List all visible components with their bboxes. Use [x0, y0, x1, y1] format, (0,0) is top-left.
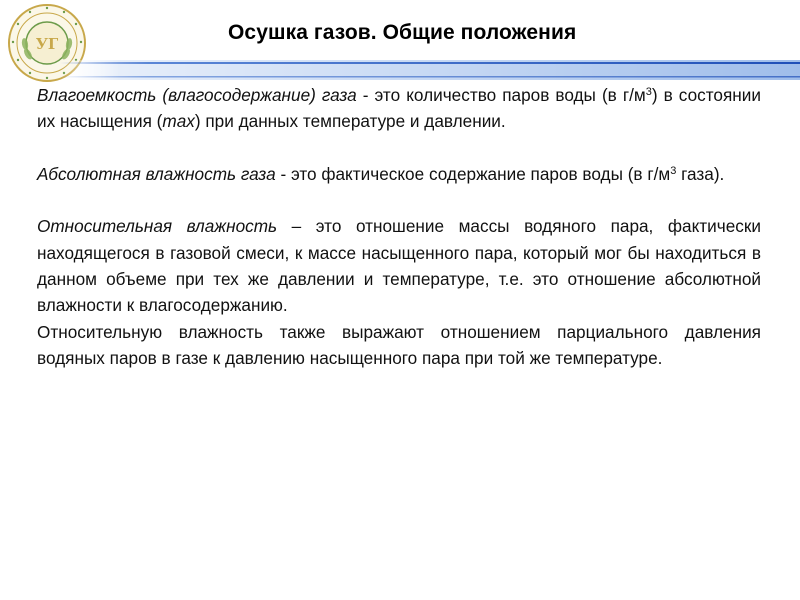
term-moisture-capacity: Влагоемкость (влагосодержание) газа	[37, 85, 357, 105]
term-relative-humidity: Относительная влажность	[37, 216, 278, 237]
title-underline-banner	[60, 60, 800, 80]
paragraph-relative-humidity: Относительная влажность – это отношение массы водяного пара, фактически находящегося в газовой смеси, к массе насыщенного пара, который мог бы находиться в данном объеме при тех же давлении и температуре, т.е. это отношение абсолютной влажности к влагосодержанию.	[37, 216, 761, 316]
paragraph-absolute-humidity: Абсолютная влажность газа - это фактическое содержание паров воды (в $г/м^3$ газа).	[37, 163, 725, 184]
slide-body	[37, 82, 761, 372]
term-absolute-humidity: Абсолютная влажность газа	[37, 163, 276, 184]
slide-title: Осушка газов. Общие положения	[228, 21, 577, 44]
paragraph-moisture-capacity: Влагоемкость (влагосодержание) газа - это количество паров воды (в $г/м^3$) в состоянии их насыщения (max) при данных температуре и давлении.	[37, 85, 761, 132]
svg-text:УГ: УГ	[35, 35, 59, 53]
paragraph-relative-humidity-pressure: Относительную влажность также выражают отношением парциального давления водяных паров в газе к давлению насыщенного пара при той же температуре.	[37, 321, 761, 369]
